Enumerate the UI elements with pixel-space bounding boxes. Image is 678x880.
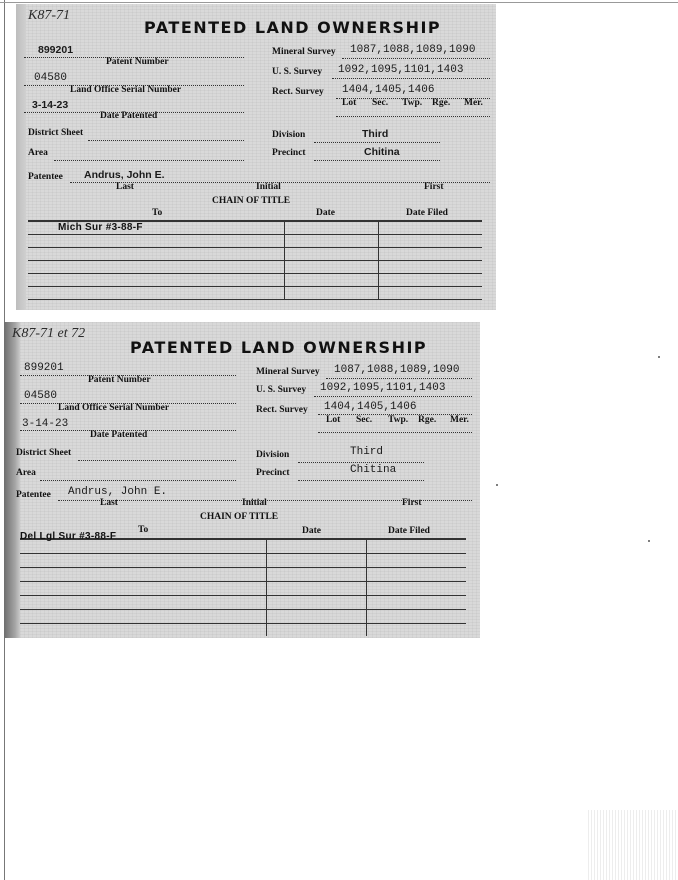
division-label: Division	[272, 130, 306, 140]
table-rule	[28, 260, 482, 261]
initial-label: Initial	[242, 498, 267, 508]
patent-number-value: 899201	[24, 362, 64, 374]
patentee-label: Patentee	[16, 490, 51, 500]
table-divider	[266, 538, 267, 636]
division-value: Third	[362, 128, 389, 140]
date-patented-value: 3-14-23	[22, 418, 69, 430]
table-rule	[28, 273, 482, 274]
sec-label: Sec.	[372, 98, 389, 108]
lot-label: Lot	[326, 415, 341, 425]
date-patented-label: Date Patented	[90, 430, 148, 440]
division-label: Division	[256, 450, 290, 460]
area-label: Area	[28, 148, 48, 158]
card-title: PATENTED LAND OWNERSHIP	[130, 338, 428, 357]
mineral-survey-label: Mineral Survey	[256, 367, 320, 377]
patent-number-label: Patent Number	[88, 375, 151, 385]
chain-entry: Mich Sur #3-88-F	[58, 222, 143, 233]
rule	[332, 78, 490, 79]
rect-survey-label: Rect. Survey	[272, 87, 324, 97]
rule	[298, 462, 424, 463]
us-survey-label: U. S. Survey	[256, 385, 307, 395]
lot-label: Lot	[342, 98, 357, 108]
table-rule	[20, 581, 466, 582]
table-rule	[28, 234, 482, 235]
card-edge	[4, 322, 20, 638]
district-sheet-label: District Sheet	[16, 448, 72, 458]
us-survey-label: U. S. Survey	[272, 67, 323, 77]
rule	[54, 160, 244, 161]
first-label: First	[424, 182, 444, 192]
sec-label: Sec.	[356, 415, 373, 425]
rule	[314, 396, 472, 397]
rule	[40, 480, 236, 481]
table-rule	[28, 299, 482, 300]
rule	[314, 142, 440, 143]
patent-number-value: 899201	[38, 44, 74, 56]
date-column-label: Date	[316, 208, 335, 218]
page-edge-top	[0, 2, 678, 3]
table-rule	[20, 623, 466, 624]
date-filed-column-label: Date Filed	[388, 526, 430, 536]
precinct-label: Precinct	[256, 468, 290, 478]
first-label: First	[402, 498, 422, 508]
scan-edge-noise	[588, 810, 678, 880]
ownership-card-2	[4, 322, 480, 638]
date-column-label: Date	[302, 526, 321, 536]
table-rule	[28, 247, 482, 248]
mineral-survey-label: Mineral Survey	[272, 47, 336, 57]
table-rule	[20, 553, 466, 554]
chain-of-title-label: CHAIN OF TITLE	[200, 512, 279, 522]
rule	[318, 432, 472, 433]
table-rule	[20, 609, 466, 610]
table-divider	[366, 538, 367, 636]
rge-label: Rge.	[418, 415, 437, 425]
district-sheet-label: District Sheet	[28, 128, 84, 138]
date-patented-value: 3-14-23	[32, 99, 69, 111]
chain-entry: Del Lgl Sur #3-88-F	[20, 531, 117, 542]
rge-label: Rge.	[432, 98, 451, 108]
table-divider	[284, 220, 285, 300]
serial-number-value: 04580	[24, 390, 58, 402]
card-edge	[16, 4, 26, 310]
rule	[298, 480, 424, 481]
precinct-label: Precinct	[272, 148, 306, 158]
us-survey-value: 1092,1095,1101,1403	[338, 64, 464, 76]
patent-number-label: Patent Number	[106, 57, 169, 67]
table-rule	[28, 286, 482, 287]
mineral-survey-value: 1087,1088,1089,1090	[350, 44, 476, 56]
rect-survey-value: 1404,1405,1406	[324, 401, 417, 413]
rule	[78, 460, 236, 461]
date-filed-column-label: Date Filed	[406, 208, 448, 218]
rule	[342, 58, 490, 59]
patentee-label: Patentee	[28, 172, 63, 182]
scan-speck	[658, 356, 660, 358]
rule	[314, 160, 440, 161]
to-column-label: To	[138, 525, 149, 535]
table-divider	[378, 220, 379, 300]
table-rule	[20, 567, 466, 568]
division-value: Third	[350, 446, 384, 458]
rule	[88, 140, 244, 141]
scan-speck	[648, 540, 650, 542]
serial-number-label: Land Office Serial Number	[70, 85, 182, 95]
handwritten-reference: K87-71 et 72	[12, 326, 86, 341]
serial-number-value: 04580	[34, 72, 68, 84]
rule	[326, 378, 472, 379]
rect-survey-value: 1404,1405,1406	[342, 84, 435, 96]
card-title: PATENTED LAND OWNERSHIP	[144, 18, 442, 37]
patentee-value: Andrus, John E.	[84, 169, 165, 181]
mer-label: Mer.	[450, 415, 469, 425]
precinct-value: Chitina	[364, 146, 400, 158]
twp-label: Twp.	[388, 415, 409, 425]
rule	[336, 116, 490, 117]
last-label: Last	[116, 182, 134, 192]
precinct-value: Chitina	[350, 464, 397, 476]
area-label: Area	[16, 468, 36, 478]
chain-of-title-label: CHAIN OF TITLE	[212, 196, 291, 206]
us-survey-value: 1092,1095,1101,1403	[320, 382, 446, 394]
patentee-value: Andrus, John E.	[68, 486, 168, 498]
ownership-card-1	[16, 4, 496, 310]
initial-label: Initial	[256, 182, 281, 192]
handwritten-reference: K87-71	[28, 8, 70, 23]
scan-speck	[496, 484, 498, 486]
serial-number-label: Land Office Serial Number	[58, 403, 170, 413]
rect-survey-label: Rect. Survey	[256, 405, 308, 415]
twp-label: Twp.	[402, 98, 423, 108]
mineral-survey-value: 1087,1088,1089,1090	[334, 364, 460, 376]
table-rule	[20, 595, 466, 596]
mer-label: Mer.	[464, 98, 483, 108]
last-label: Last	[100, 498, 118, 508]
to-column-label: To	[152, 208, 163, 218]
date-patented-label: Date Patented	[100, 111, 158, 121]
